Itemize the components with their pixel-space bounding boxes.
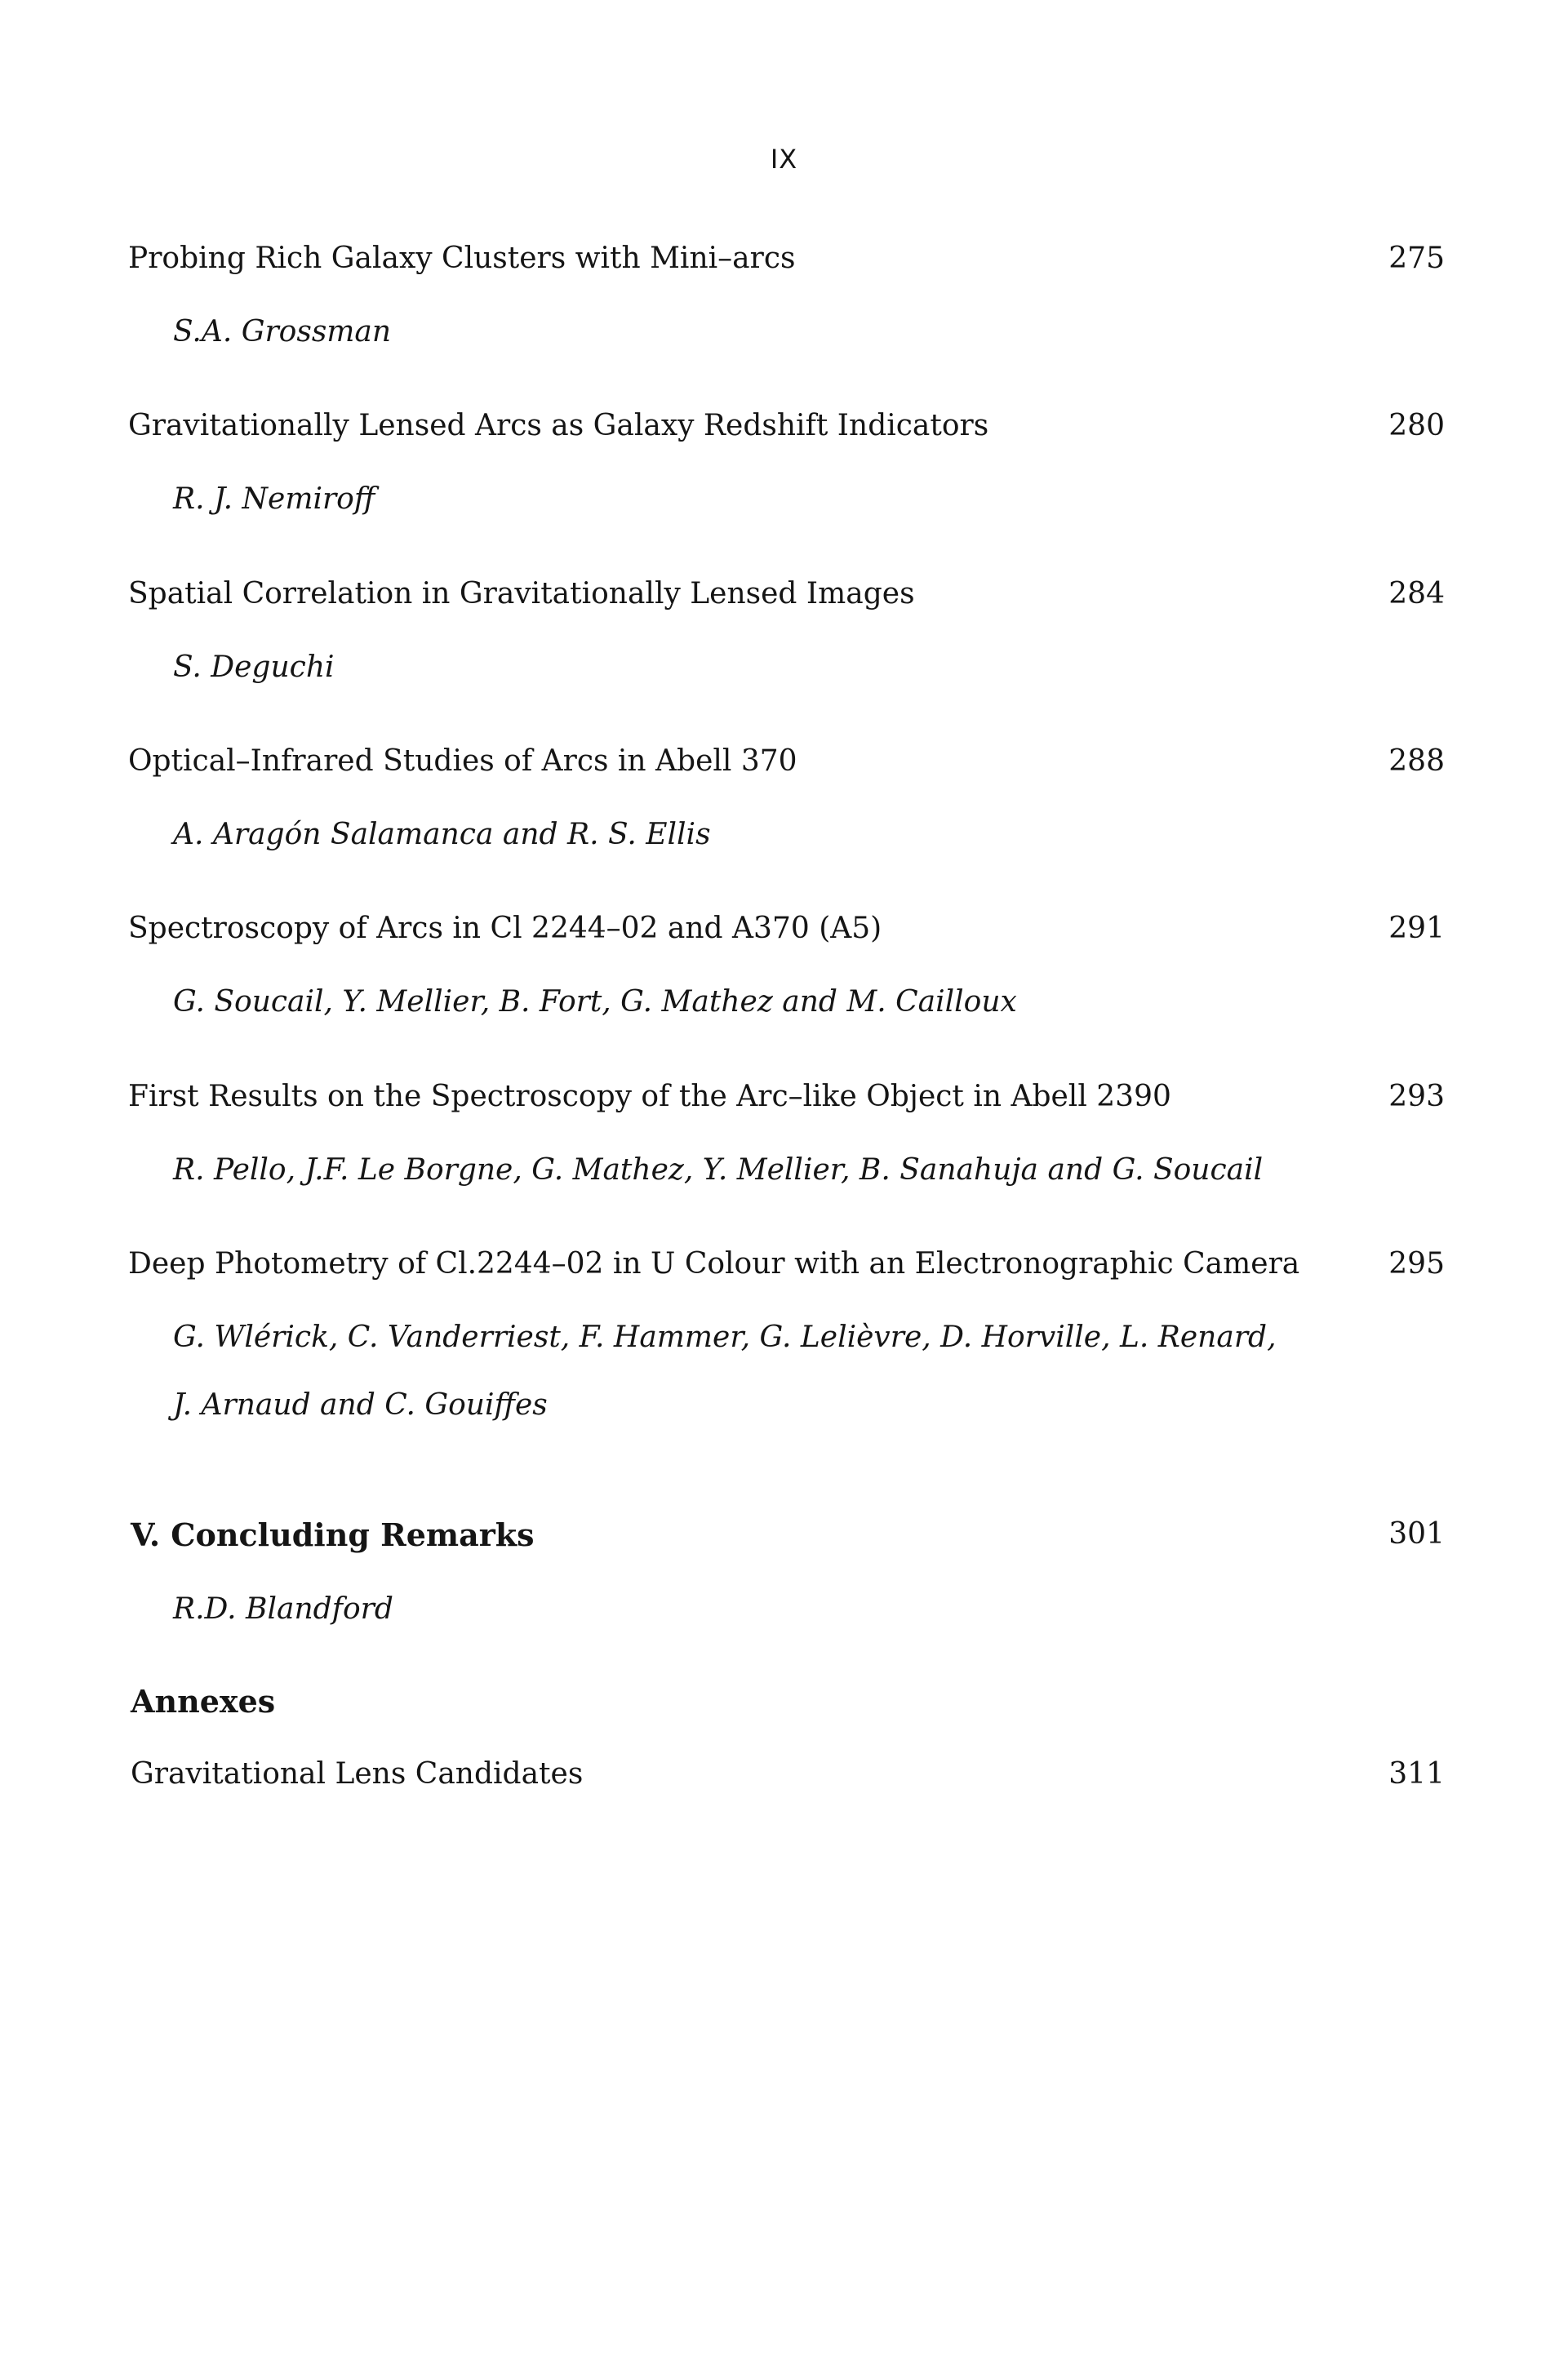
- section-page: 301: [1388, 1517, 1445, 1551]
- toc-entry-authors: A. Aragón Salamanca and R. S. Ellis: [173, 818, 711, 851]
- toc-entry-page: 275: [1388, 242, 1445, 275]
- toc-entry-title: First Results on the Spectroscopy of the Arc–like Object in Abell 2390: [128, 1080, 1171, 1113]
- toc-entry-authors: S.A. Grossman: [173, 315, 392, 349]
- toc-entry-title: Deep Photometry of Cl.2244–02 in U Colour with an Electronographic Camera: [128, 1247, 1300, 1281]
- toc-entry-page: 280: [1388, 409, 1445, 442]
- toc-entry-title: Gravitationally Lensed Arcs as Galaxy Redshift Indicators: [128, 409, 989, 442]
- section-heading-concluding-remarks: V. Concluding Remarks: [131, 1516, 535, 1553]
- toc-entry-page: 293: [1388, 1080, 1445, 1113]
- toc-entry-page: 291: [1388, 912, 1445, 945]
- toc-entry-authors: S. Deguchi: [173, 650, 335, 684]
- toc-entry-title: Gravitational Lens Candidates: [131, 1757, 584, 1791]
- toc-entry-authors: G. Wlérick, C. Vanderriest, F. Hammer, G. Lelièvre, D. Horville, L. Renard,: [173, 1321, 1277, 1354]
- toc-entry-authors-continued: J. Arnaud and C. Gouiffes: [173, 1388, 548, 1422]
- section-authors: R.D. Blandford: [173, 1592, 393, 1626]
- toc-entry-page: 295: [1388, 1247, 1445, 1281]
- toc-entry-authors: G. Soucail, Y. Mellier, B. Fort, G. Mathez and M. Cailloux: [173, 985, 1017, 1019]
- toc-entry-title: Probing Rich Galaxy Clusters with Mini–arcs: [128, 242, 796, 275]
- toc-entry-title: Optical–Infrared Studies of Arcs in Abell 370: [128, 744, 797, 778]
- toc-entry-page: 284: [1388, 577, 1445, 610]
- toc-entry-authors: R. Pello, J.F. Le Borgne, G. Mathez, Y. Mellier, B. Sanahuja and G. Soucail: [173, 1153, 1264, 1187]
- toc-entry-title: Spatial Correlation in Gravitationally Lensed Images: [128, 577, 915, 610]
- section-heading-annexes: Annexes: [131, 1683, 276, 1720]
- page-number: IX: [770, 144, 798, 175]
- toc-entry-authors: R. J. Nemiroff: [173, 482, 375, 516]
- toc-entry-page: 288: [1388, 744, 1445, 778]
- toc-entry-page: 311: [1388, 1757, 1445, 1791]
- toc-entry-title: Spectroscopy of Arcs in Cl 2244–02 and A370 (A5): [128, 912, 882, 945]
